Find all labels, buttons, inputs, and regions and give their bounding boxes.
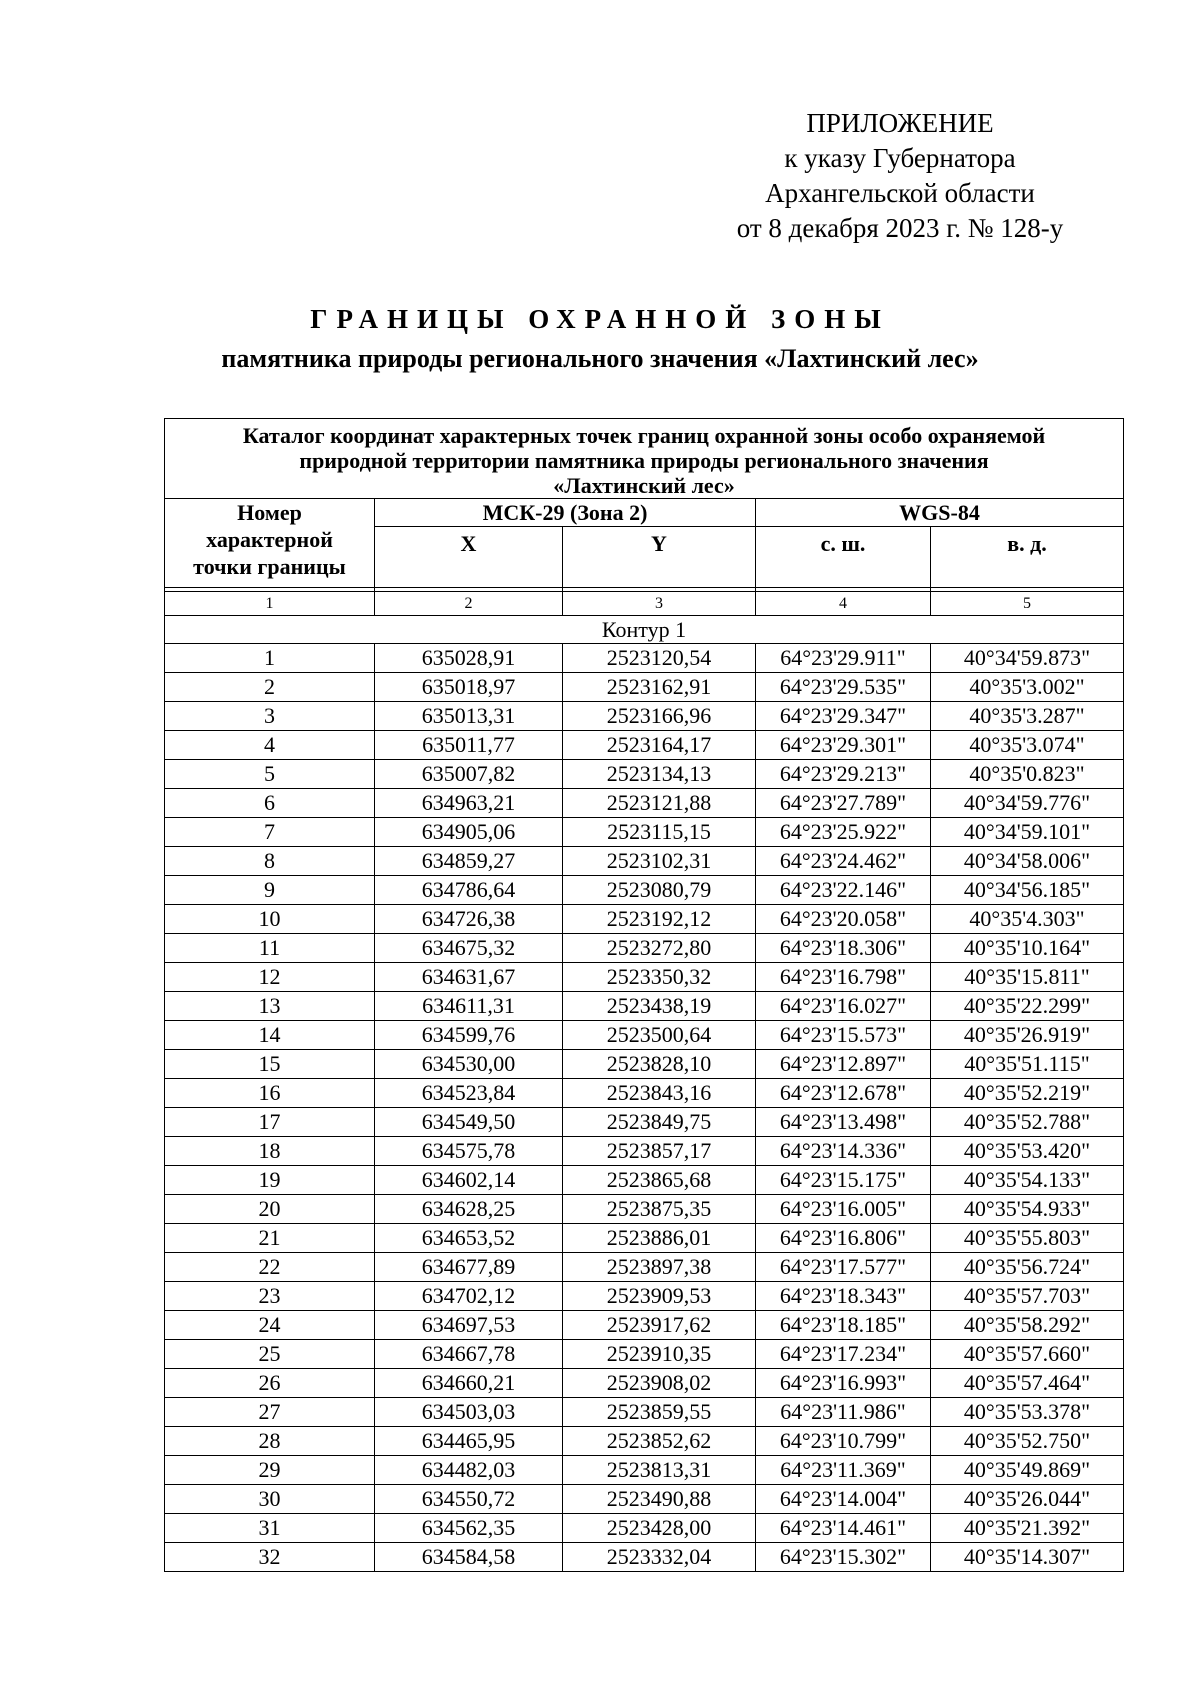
cell-longitude: 40°35'54.133": [931, 1166, 1124, 1195]
cell-y: 2523350,32: [563, 963, 756, 992]
column-number: 3: [563, 592, 756, 616]
cell-latitude: 64°23'15.302": [756, 1543, 931, 1572]
cell-longitude: 40°35'51.115": [931, 1050, 1124, 1079]
table-row: [165, 1311, 1124, 1340]
cell-latitude: 64°23'16.027": [756, 992, 931, 1021]
cell-latitude: 64°23'16.993": [756, 1369, 931, 1398]
cell-latitude: 64°23'24.462": [756, 847, 931, 876]
caption-line: «Лахтинский лес»: [553, 473, 735, 498]
header-longitude: в. д.: [931, 527, 1124, 588]
table-row: [165, 1195, 1124, 1224]
cell-y: 2523908,02: [563, 1369, 756, 1398]
cell-point-number: 6: [165, 789, 375, 818]
cell-point-number: 31: [165, 1514, 375, 1543]
table-row: [165, 1398, 1124, 1427]
document-subtitle: памятника природы регионального значения «Лахтинский лес»: [221, 344, 979, 373]
cell-latitude: 64°23'14.461": [756, 1514, 931, 1543]
cell-x: 634726,38: [375, 905, 563, 934]
cell-y: 2523115,15: [563, 818, 756, 847]
table-row: [165, 731, 1124, 760]
cell-y: 2523120,54: [563, 644, 756, 673]
cell-point-number: 7: [165, 818, 375, 847]
cell-longitude: 40°35'22.299": [931, 992, 1124, 1021]
cell-y: 2523102,31: [563, 847, 756, 876]
cell-x: 634653,52: [375, 1224, 563, 1253]
cell-x: 635011,77: [375, 731, 563, 760]
table-row: [165, 934, 1124, 963]
cell-x: 634660,21: [375, 1369, 563, 1398]
cell-latitude: 64°23'16.806": [756, 1224, 931, 1253]
appendix-block: [700, 106, 1100, 246]
table-row: [165, 789, 1124, 818]
cell-x: 634503,03: [375, 1398, 563, 1427]
cell-latitude: 64°23'18.185": [756, 1311, 931, 1340]
cell-longitude: 40°35'21.392": [931, 1514, 1124, 1543]
table-row: [165, 963, 1124, 992]
cell-x: 634465,95: [375, 1427, 563, 1456]
cell-point-number: 32: [165, 1543, 375, 1572]
cell-x: 634677,89: [375, 1253, 563, 1282]
cell-x: 634599,76: [375, 1021, 563, 1050]
cell-x: 634667,78: [375, 1340, 563, 1369]
cell-y: 2523121,88: [563, 789, 756, 818]
cell-point-number: 17: [165, 1108, 375, 1137]
header-msk29: МСК-29 (Зона 2): [375, 499, 756, 527]
cell-x: 634631,67: [375, 963, 563, 992]
cell-latitude: 64°23'10.799": [756, 1427, 931, 1456]
cell-point-number: 3: [165, 702, 375, 731]
cell-point-number: 20: [165, 1195, 375, 1224]
cell-y: 2523192,12: [563, 905, 756, 934]
cell-y: 2523813,31: [563, 1456, 756, 1485]
cell-point-number: 12: [165, 963, 375, 992]
table-row: [165, 1137, 1124, 1166]
cell-longitude: 40°35'52.219": [931, 1079, 1124, 1108]
cell-x: 634530,00: [375, 1050, 563, 1079]
cell-x: 634675,32: [375, 934, 563, 963]
cell-point-number: 1: [165, 644, 375, 673]
cell-longitude: 40°34'58.006": [931, 847, 1124, 876]
table-row: [165, 1050, 1124, 1079]
cell-latitude: 64°23'29.213": [756, 760, 931, 789]
column-number: 5: [931, 592, 1124, 616]
cell-point-number: 23: [165, 1282, 375, 1311]
cell-y: 2523910,35: [563, 1340, 756, 1369]
cell-point-number: 2: [165, 673, 375, 702]
table-row: [165, 1224, 1124, 1253]
cell-longitude: 40°35'55.803": [931, 1224, 1124, 1253]
cell-longitude: 40°35'56.724": [931, 1253, 1124, 1282]
column-number: 4: [756, 592, 931, 616]
cell-x: 634549,50: [375, 1108, 563, 1137]
table-row: [165, 702, 1124, 731]
cell-longitude: 40°35'57.464": [931, 1369, 1124, 1398]
cell-longitude: 40°35'0.823": [931, 760, 1124, 789]
cell-x: 634550,72: [375, 1485, 563, 1514]
column-number: 2: [375, 592, 563, 616]
cell-latitude: 64°23'16.005": [756, 1195, 931, 1224]
coordinate-rows: [165, 644, 1124, 1572]
cell-x: 634602,14: [375, 1166, 563, 1195]
cell-latitude: 64°23'18.306": [756, 934, 931, 963]
cell-longitude: 40°34'56.185": [931, 876, 1124, 905]
cell-longitude: 40°34'59.776": [931, 789, 1124, 818]
cell-latitude: 64°23'12.678": [756, 1079, 931, 1108]
cell-y: 2523162,91: [563, 673, 756, 702]
table-row: [165, 1079, 1124, 1108]
cell-longitude: 40°35'53.420": [931, 1137, 1124, 1166]
cell-y: 2523852,62: [563, 1427, 756, 1456]
cell-longitude: 40°34'59.101": [931, 818, 1124, 847]
cell-y: 2523843,16: [563, 1079, 756, 1108]
cell-x: 634628,25: [375, 1195, 563, 1224]
cell-latitude: 64°23'14.004": [756, 1485, 931, 1514]
cell-latitude: 64°23'15.175": [756, 1166, 931, 1195]
cell-y: 2523428,00: [563, 1514, 756, 1543]
header-point-number-line: характерной: [206, 527, 333, 552]
cell-latitude: 64°23'27.789": [756, 789, 931, 818]
cell-point-number: 9: [165, 876, 375, 905]
cell-y: 2523909,53: [563, 1282, 756, 1311]
table-row: [165, 905, 1124, 934]
cell-longitude: 40°35'4.303": [931, 905, 1124, 934]
cell-y: 2523857,17: [563, 1137, 756, 1166]
table-row: [165, 818, 1124, 847]
cell-y: 2523875,35: [563, 1195, 756, 1224]
table-row: [165, 1369, 1124, 1398]
cell-x: 634575,78: [375, 1137, 563, 1166]
cell-x: 634482,03: [375, 1456, 563, 1485]
cell-point-number: 15: [165, 1050, 375, 1079]
table-row: [165, 644, 1124, 673]
cell-latitude: 64°23'16.798": [756, 963, 931, 992]
cell-y: 2523828,10: [563, 1050, 756, 1079]
coordinate-catalog-table: [164, 418, 1124, 1572]
cell-x: 635028,91: [375, 644, 563, 673]
cell-y: 2523897,38: [563, 1253, 756, 1282]
cell-latitude: 64°23'29.535": [756, 673, 931, 702]
table-row: [165, 1543, 1124, 1572]
cell-y: 2523272,80: [563, 934, 756, 963]
cell-latitude: 64°23'29.301": [756, 731, 931, 760]
table-row: [165, 1340, 1124, 1369]
cell-y: 2523332,04: [563, 1543, 756, 1572]
header-point-number: [165, 499, 375, 588]
table-row: [165, 1514, 1124, 1543]
cell-longitude: 40°35'57.703": [931, 1282, 1124, 1311]
cell-x: 634611,31: [375, 992, 563, 1021]
cell-y: 2523859,55: [563, 1398, 756, 1427]
cell-longitude: 40°35'49.869": [931, 1456, 1124, 1485]
appendix-heading: ПРИЛОЖЕНИЕ: [806, 108, 994, 138]
cell-point-number: 19: [165, 1166, 375, 1195]
cell-longitude: 40°35'3.074": [931, 731, 1124, 760]
cell-x: 635013,31: [375, 702, 563, 731]
cell-point-number: 24: [165, 1311, 375, 1340]
cell-point-number: 13: [165, 992, 375, 1021]
cell-point-number: 26: [165, 1369, 375, 1398]
cell-point-number: 8: [165, 847, 375, 876]
cell-y: 2523166,96: [563, 702, 756, 731]
cell-longitude: 40°35'58.292": [931, 1311, 1124, 1340]
cell-point-number: 27: [165, 1398, 375, 1427]
cell-x: 634905,06: [375, 818, 563, 847]
cell-point-number: 22: [165, 1253, 375, 1282]
cell-latitude: 64°23'17.577": [756, 1253, 931, 1282]
cell-y: 2523490,88: [563, 1485, 756, 1514]
appendix-region: Архангельской области: [765, 178, 1035, 208]
appendix-decree-ref: к указу Губернатора: [784, 143, 1016, 173]
table-row: [165, 1485, 1124, 1514]
cell-latitude: 64°23'29.347": [756, 702, 931, 731]
cell-longitude: 40°35'26.044": [931, 1485, 1124, 1514]
cell-latitude: 64°23'14.336": [756, 1137, 931, 1166]
cell-longitude: 40°35'54.933": [931, 1195, 1124, 1224]
cell-longitude: 40°35'52.750": [931, 1427, 1124, 1456]
cell-y: 2523865,68: [563, 1166, 756, 1195]
cell-latitude: 64°23'15.573": [756, 1021, 931, 1050]
cell-longitude: 40°35'57.660": [931, 1340, 1124, 1369]
document-title: ГРАНИЦЫ ОХРАННОЙ ЗОНЫ: [310, 304, 890, 334]
cell-latitude: 64°23'11.369": [756, 1456, 931, 1485]
cell-point-number: 30: [165, 1485, 375, 1514]
table-row: [165, 1282, 1124, 1311]
header-point-number-line: точки границы: [193, 554, 346, 579]
contour-label: Контур 1: [165, 616, 1124, 644]
cell-latitude: 64°23'11.986": [756, 1398, 931, 1427]
cell-point-number: 11: [165, 934, 375, 963]
cell-x: 634702,12: [375, 1282, 563, 1311]
cell-latitude: 64°23'20.058": [756, 905, 931, 934]
column-number: 1: [165, 592, 375, 616]
table-caption: [165, 419, 1124, 499]
cell-longitude: 40°35'52.788": [931, 1108, 1124, 1137]
cell-point-number: 21: [165, 1224, 375, 1253]
cell-latitude: 64°23'18.343": [756, 1282, 931, 1311]
cell-latitude: 64°23'12.897": [756, 1050, 931, 1079]
cell-x: 634963,21: [375, 789, 563, 818]
cell-latitude: 64°23'29.911": [756, 644, 931, 673]
caption-line: Каталог координат характерных точек границ охранной зоны особо охраняемой: [242, 423, 1046, 448]
caption-line: природной территории памятника природы регионального значения: [299, 448, 989, 473]
table-row: [165, 876, 1124, 905]
cell-latitude: 64°23'25.922": [756, 818, 931, 847]
cell-point-number: 4: [165, 731, 375, 760]
table-row: [165, 1456, 1124, 1485]
cell-longitude: 40°35'3.002": [931, 673, 1124, 702]
cell-x: 634584,58: [375, 1543, 563, 1572]
cell-longitude: 40°35'10.164": [931, 934, 1124, 963]
cell-x: 634859,27: [375, 847, 563, 876]
table-row: [165, 1021, 1124, 1050]
cell-point-number: 10: [165, 905, 375, 934]
cell-x: 634562,35: [375, 1514, 563, 1543]
cell-latitude: 64°23'17.234": [756, 1340, 931, 1369]
cell-x: 635007,82: [375, 760, 563, 789]
header-wgs84: WGS-84: [756, 499, 1124, 527]
appendix-date-number: от 8 декабря 2023 г. № 128-у: [736, 213, 1064, 243]
cell-y: 2523886,01: [563, 1224, 756, 1253]
cell-point-number: 16: [165, 1079, 375, 1108]
cell-point-number: 18: [165, 1137, 375, 1166]
cell-longitude: 40°35'15.811": [931, 963, 1124, 992]
table-row: [165, 992, 1124, 1021]
cell-longitude: 40°34'59.873": [931, 644, 1124, 673]
cell-x: 634697,53: [375, 1311, 563, 1340]
cell-longitude: 40°35'26.919": [931, 1021, 1124, 1050]
cell-latitude: 64°23'13.498": [756, 1108, 931, 1137]
table-row: [165, 1108, 1124, 1137]
cell-point-number: 25: [165, 1340, 375, 1369]
cell-point-number: 29: [165, 1456, 375, 1485]
cell-x: 634786,64: [375, 876, 563, 905]
table-row: [165, 847, 1124, 876]
cell-y: 2523164,17: [563, 731, 756, 760]
cell-longitude: 40°35'3.287": [931, 702, 1124, 731]
header-y: Y: [563, 527, 756, 588]
table-row: [165, 673, 1124, 702]
cell-y: 2523134,13: [563, 760, 756, 789]
header-point-number-line: Номер: [237, 500, 302, 525]
cell-y: 2523917,62: [563, 1311, 756, 1340]
header-x: X: [375, 527, 563, 588]
cell-x: 634523,84: [375, 1079, 563, 1108]
cell-point-number: 5: [165, 760, 375, 789]
cell-latitude: 64°23'22.146": [756, 876, 931, 905]
header-latitude: с. ш.: [756, 527, 931, 588]
cell-point-number: 28: [165, 1427, 375, 1456]
cell-y: 2523849,75: [563, 1108, 756, 1137]
table-row: [165, 760, 1124, 789]
cell-y: 2523080,79: [563, 876, 756, 905]
cell-y: 2523500,64: [563, 1021, 756, 1050]
cell-point-number: 14: [165, 1021, 375, 1050]
cell-longitude: 40°35'14.307": [931, 1543, 1124, 1572]
cell-longitude: 40°35'53.378": [931, 1398, 1124, 1427]
table-row: [165, 1166, 1124, 1195]
table-row: [165, 1253, 1124, 1282]
cell-x: 635018,97: [375, 673, 563, 702]
table-row: [165, 1427, 1124, 1456]
cell-y: 2523438,19: [563, 992, 756, 1021]
